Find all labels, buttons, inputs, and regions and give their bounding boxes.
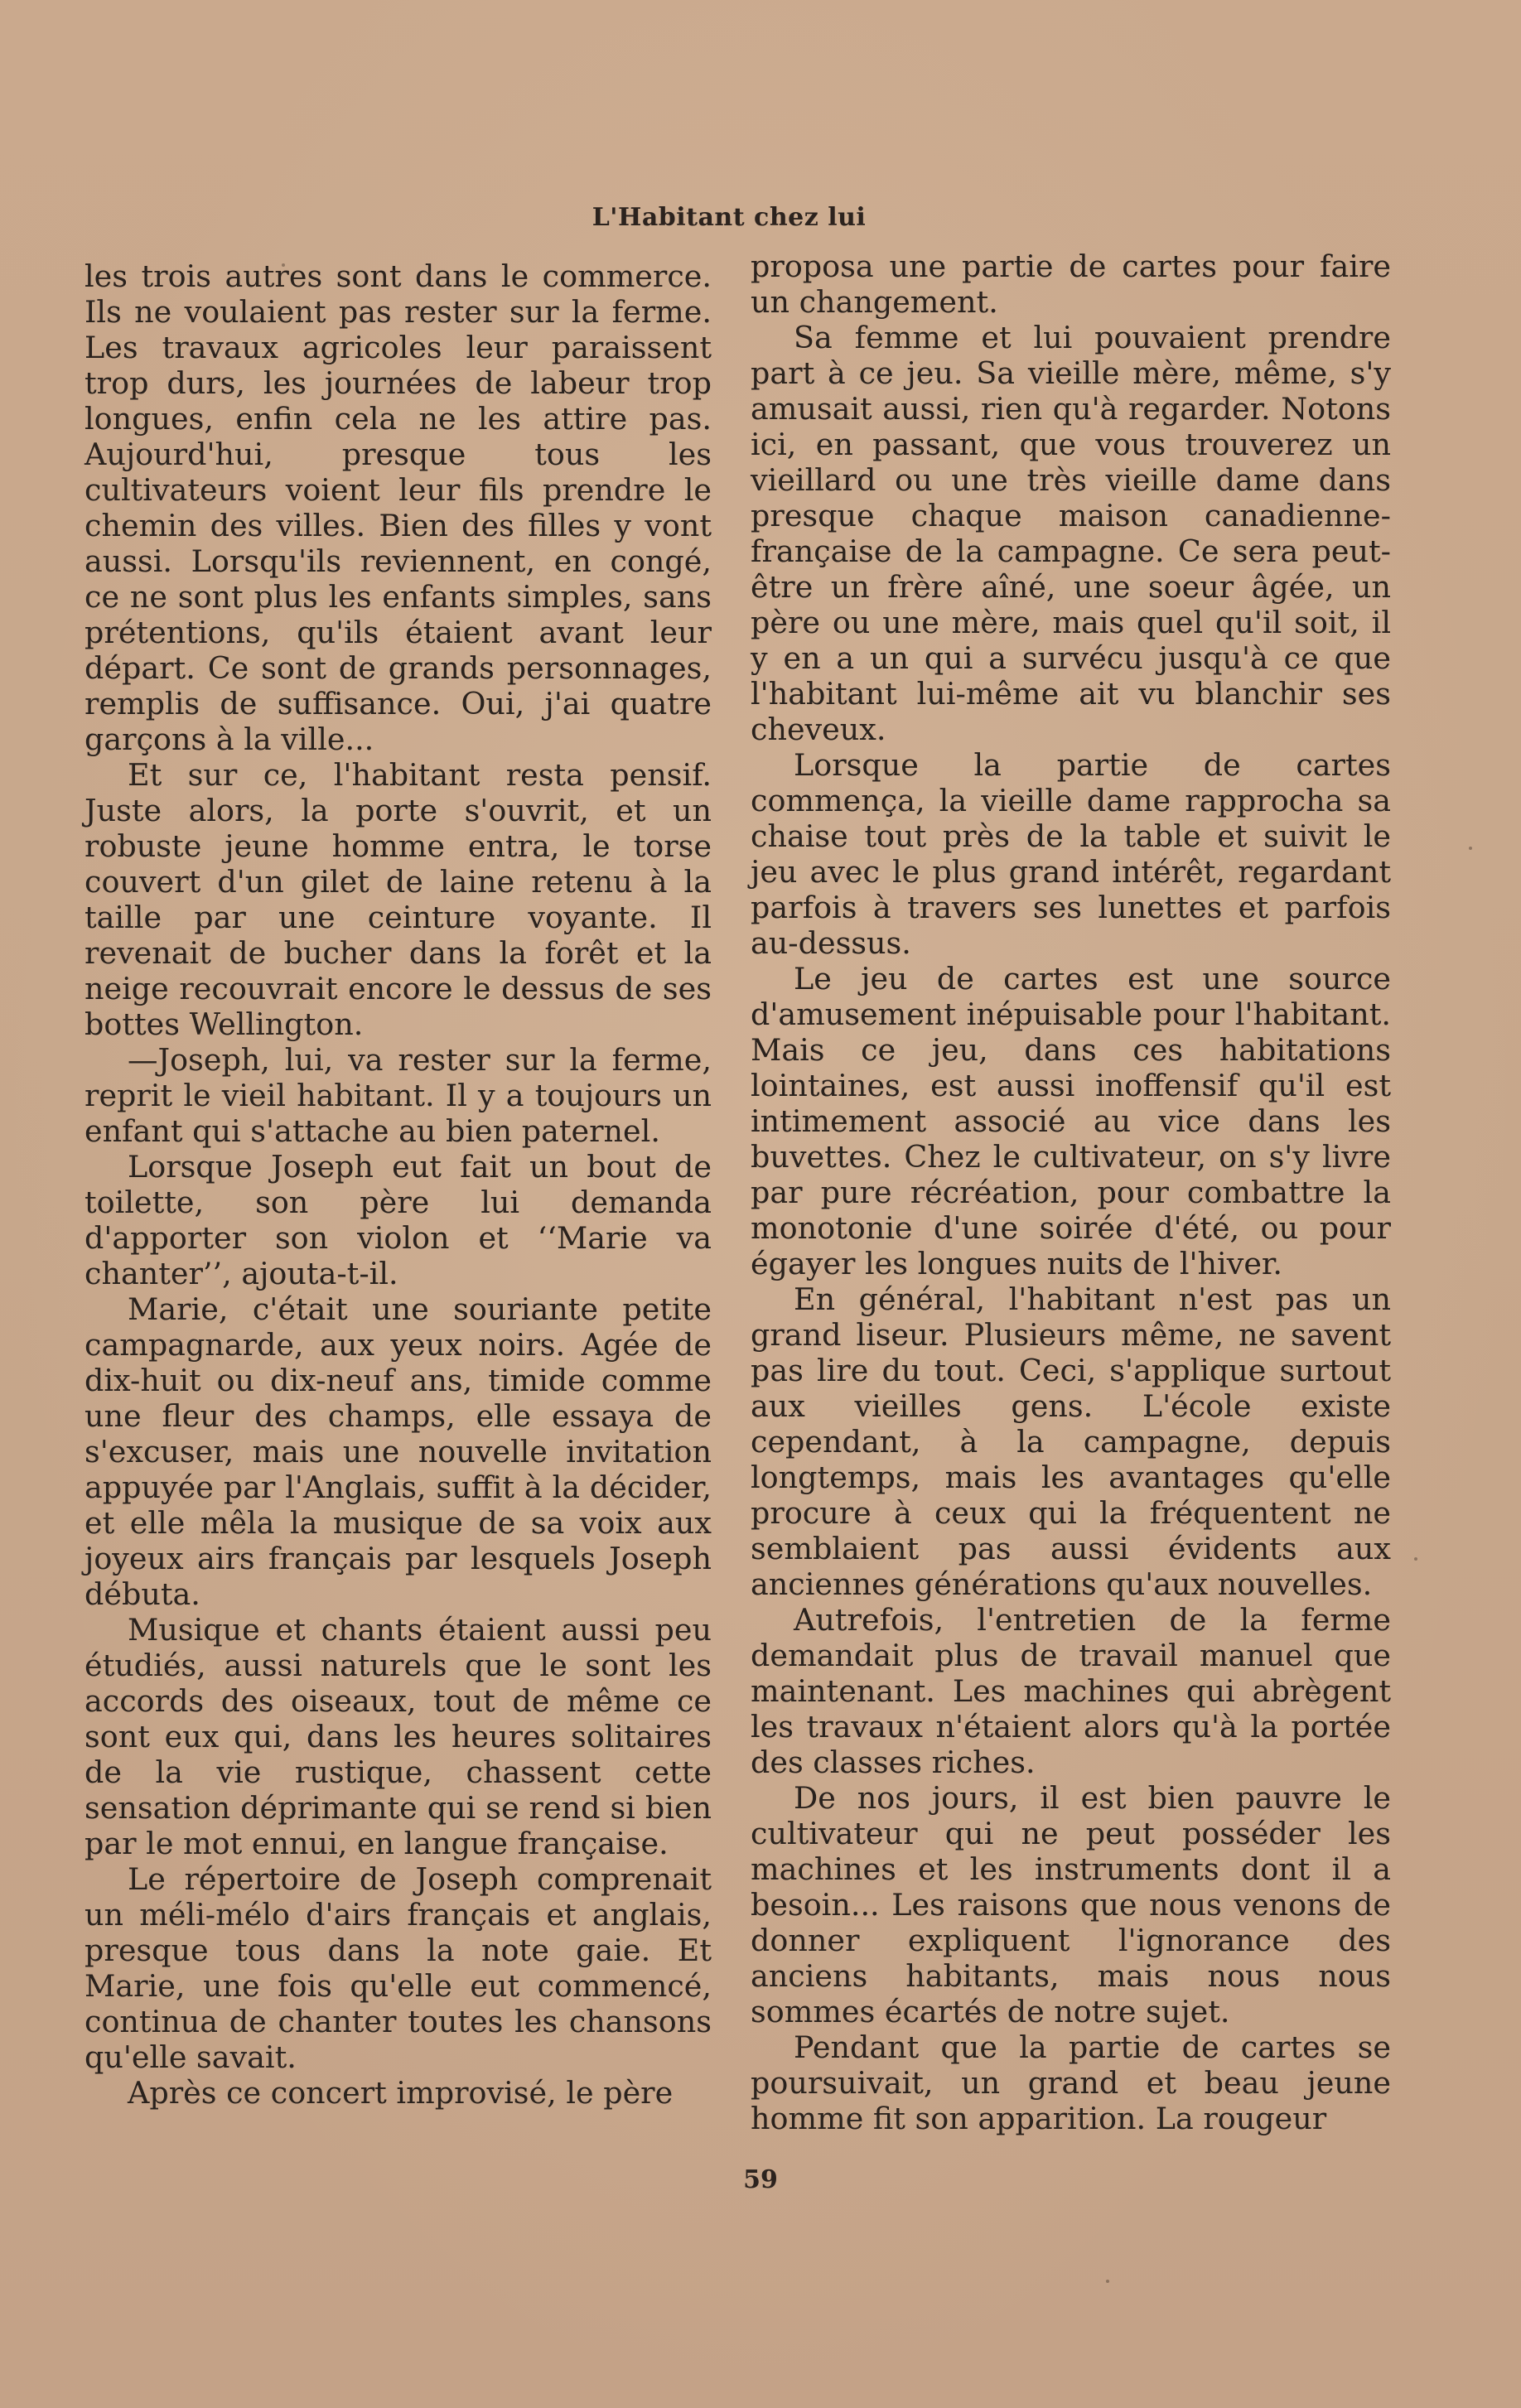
paragraph: Lorsque la partie de cartes commença, la vieille dame rapprocha sa chaise tout près de la table et suivit le jeu avec le plus grand intérêt, regardant parfois à travers ses lunettes et parfois au-dessus. — [751, 747, 1391, 961]
paragraph: Marie, c'était une souriante petite campagnarde, aux yeux noirs. Agée de dix-huit ou dix-neuf ans, timide comme une fleur des champs, elle essaya de s'excuser, mais une nouvelle invitation appuyée par l'Anglais, suffit à la décider, et elle mêla la musique de sa voix aux joyeux airs français par lesquels Joseph débuta. — [84, 1291, 712, 1612]
running-head: L'Habitant chez lui — [592, 203, 867, 232]
paper-speck — [282, 263, 285, 267]
paragraph: En général, l'habitant n'est pas un grand liseur. Plusieurs même, ne savent pas lire du tout. Ceci, s'applique surtout aux vieilles gens. L'école existe cependant, à la campagne, depuis longtemps, mais les avantages qu'elle procure à ceux qui la fréquentent ne semblaient pas aussi évidents aux anciennes générations qu'aux nouvelles. — [751, 1281, 1391, 1602]
paragraph: Pendant que la partie de cartes se poursuivait, un grand et beau jeune homme fit son apparition. La rougeur — [751, 2029, 1391, 2136]
paragraph: Le jeu de cartes est une source d'amusement inépuisable pour l'habitant. Mais ce jeu, dans ces habitations lointaines, est aussi inoffensif qu'il est intimement associé au vice dans les buvettes. Chez le cultivateur, on s'y livre par pure récréation, pour combattre la monotonie d'une soirée d'été, ou pour égayer les longues nuits de l'hiver. — [751, 961, 1391, 1281]
paragraph: Sa femme et lui pouvaient prendre part à ce jeu. Sa vieille mère, même, s'y amusait aussi, rien qu'à regarder. Notons ici, en passant, que vous trouverez un vieillard ou une très vieille dame dans presque chaque maison canadienne-française de la campagne. Ce sera peut-être un frère aîné, une soeur âgée, un père ou une mère, mais quel qu'il soit, il y en a un qui a survécu jusqu'à ce que l'habitant lui-même ait vu blanchir ses cheveux. — [751, 320, 1391, 747]
paragraph: Après ce concert improvisé, le père — [128, 2075, 674, 2111]
paragraph: les trois autres sont dans le commerce. Ils ne voulaient pas rester sur la ferme. Les travaux agricoles leur paraissent trop durs, les journées de labeur trop longues, enfin cela ne les attire pas. Aujourd'hui, presque tous les cultivateurs voient leur fils prendre le chemin des villes. Bien des filles y vont aussi. Lorsqu'ils reviennent, en congé, ce ne sont plus les enfants simples, sans prétentions, qu'ils étaient avant leur départ. Ce sont de grands personnages, remplis de suffisance. Oui, j'ai quatre garçons à la ville... — [84, 258, 712, 757]
left-column — [84, 258, 712, 2111]
paragraph: Autrefois, l'entretien de la ferme demandait plus de travail manuel que maintenant. Les machines qui abrègent les travaux n'étaient alors qu'à la portée des classes riches. — [751, 1602, 1391, 1780]
page-number: 59 — [743, 2165, 778, 2194]
paper-speck — [1414, 1557, 1417, 1561]
paragraph: De nos jours, il est bien pauvre le cultivateur qui ne peut posséder les machines et les instruments dont il a besoin... Les raisons que nous venons de donner expliquent l'ignorance des anciens habitants, mais nous nous sommes écartés de notre sujet. — [751, 1780, 1391, 2029]
paper-speck — [1469, 847, 1472, 850]
right-column — [751, 249, 1391, 2136]
paragraph: —Joseph, lui, va rester sur la ferme, reprit le vieil habitant. Il y a toujours un enfant qui s'attache au bien paternel. — [84, 1042, 712, 1149]
paragraph: Lorsque Joseph eut fait un bout de toilette, son père lui demanda d'apporter son violon et ‘‘Marie va chanter’’, ajouta-t-il. — [84, 1149, 712, 1291]
paragraph: Le répertoire de Joseph comprenait un méli-mélo d'airs français et anglais, presque tous dans la note gaie. Et Marie, une fois qu'elle eut commencé, continua de chanter toutes les chansons qu'elle savait. — [84, 1861, 712, 2075]
paragraph: Et sur ce, l'habitant resta pensif. Juste alors, la porte s'ouvrit, et un robuste jeune homme entra, le torse couvert d'un gilet de laine retenu à la taille par une ceinture voyante. Il revenait de bucher dans la forêt et la neige recouvrait encore le dessus de ses bottes Wellington. — [84, 757, 712, 1042]
paragraph: proposa une partie de cartes pour faire un changement. — [751, 249, 1391, 320]
paper-speck — [1106, 2280, 1109, 2283]
paragraph: Musique et chants étaient aussi peu étudiés, aussi naturels que le sont les accords des oiseaux, tout de même ce sont eux qui, dans les heures solitaires de la vie rustique, chassent cette sensation déprimante qui se rend si bien par le mot ennui, en langue française. — [84, 1612, 712, 1861]
